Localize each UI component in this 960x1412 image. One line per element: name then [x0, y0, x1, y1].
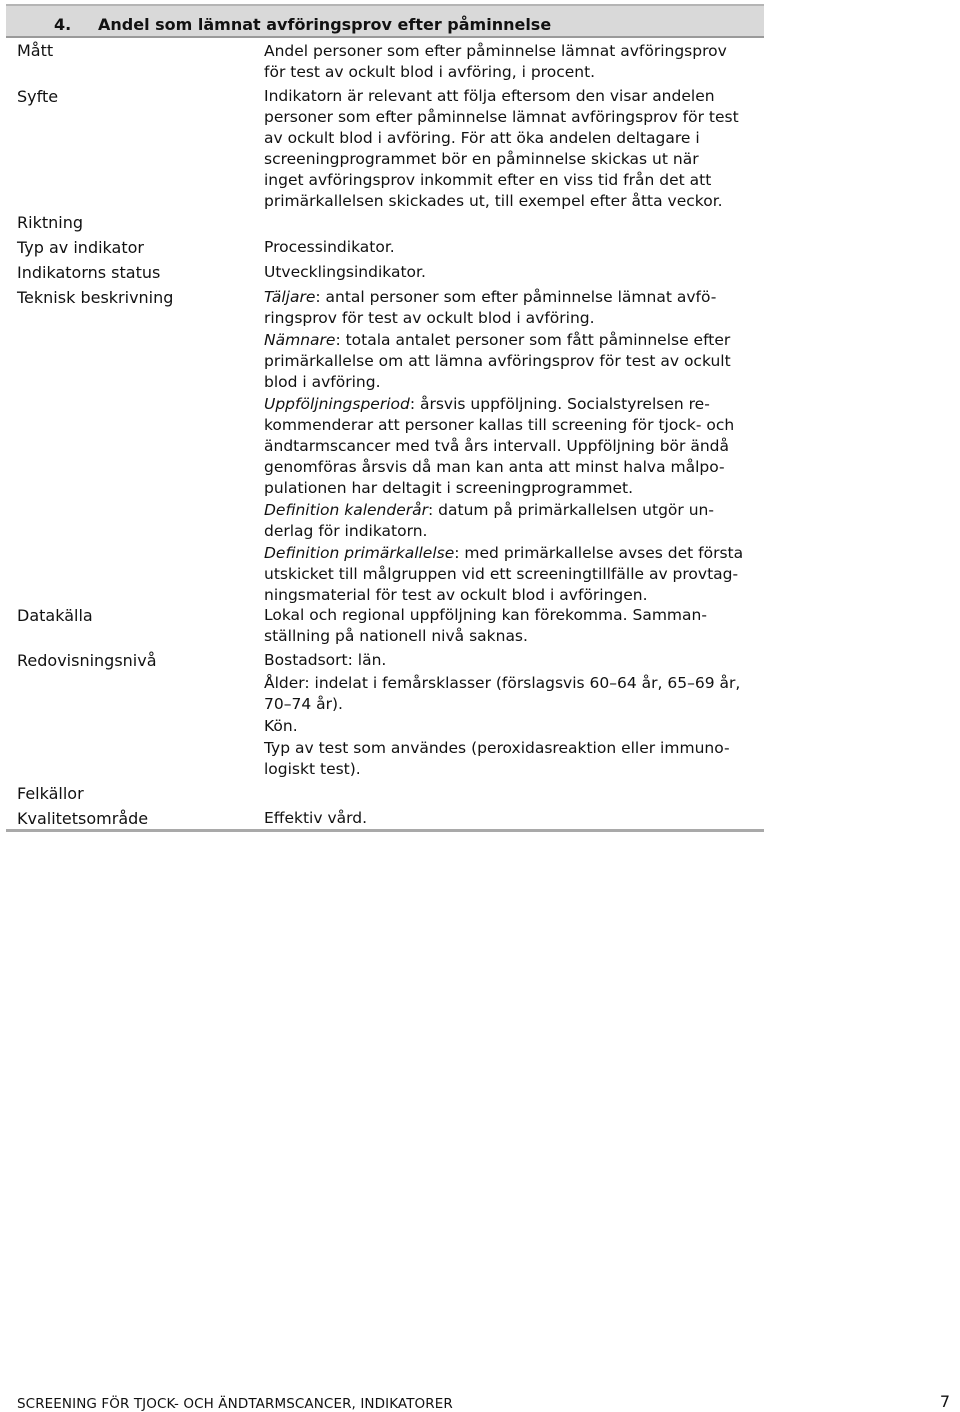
label-syfte: Syfte [17, 87, 59, 106]
label-indikatorns-status: Indikatorns status [17, 263, 161, 282]
primarkallelse-paragraph [264, 543, 759, 606]
footer-title: SCREENING FÖR TJOCK- OCH ÄNDTARMSCANCER, INDIKATORER [17, 1396, 453, 1412]
text-line: Andel personer som efter påminnelse lämnat avföringsprov [264, 42, 727, 60]
text-line: Lokal och regional uppföljning kan förekomma. Samman- [264, 606, 707, 624]
kon-text: Kön. [264, 717, 298, 735]
text-line: genomföras årsvis då man kan anta att minst halva målpo- [264, 458, 725, 476]
uppfoljning-paragraph [264, 394, 759, 499]
value-redovisningsniva [264, 650, 759, 780]
table-bottom-rule [6, 829, 764, 832]
namnare-term: Nämnare [264, 331, 336, 349]
text-line: : årsvis uppföljning. Socialstyrelsen re- [409, 395, 710, 413]
page-number: 7 [939, 1392, 950, 1411]
text-line: Ålder: indelat i femårsklasser (förslagsvis 60–64 år, 65–69 år, [264, 674, 741, 692]
kalenderar-term: Definition kalenderår [264, 501, 428, 519]
text-line: inget avföringsprov inkommit efter en viss tid från det att [264, 171, 712, 189]
taljare-paragraph [264, 287, 759, 329]
section-title: Andel som lämnat avföringsprov efter påminnelse [98, 15, 552, 34]
text-line: personer som efter påminnelse lämnat avföringsprov för test [264, 108, 739, 126]
text-line: primärkallelse om att lämna avföringsprov för test av ockult [264, 352, 731, 370]
text-line: ändtarmscancer med två års intervall. Uppföljning bör ändå [264, 437, 729, 455]
text-line: ningsmaterial för test av ockult blod i avföringen. [264, 586, 648, 604]
value-indikatorns-status: Utvecklingsindikator. [264, 263, 426, 281]
text-line: screeningprogrammet bör en påminnelse skickas ut när [264, 150, 699, 168]
value-matt [264, 41, 759, 83]
text-line: : totala antalet personer som fått påminnelse efter [335, 331, 731, 349]
text-line: av ockult blod i avföring. För att öka andelen deltagare i [264, 129, 700, 147]
value-teknisk-beskrivning [264, 287, 759, 606]
value-syfte [264, 86, 759, 212]
label-riktning: Riktning [17, 213, 83, 232]
label-datakalla: Datakälla [17, 606, 93, 625]
uppfoljning-term: Uppföljningsperiod [264, 395, 410, 413]
value-kvalitetsomrade: Effektiv vård. [264, 809, 368, 827]
text-line: : datum på primärkallelsen utgör un- [428, 501, 714, 519]
bostadsort-text: Bostadsort: län. [264, 651, 387, 669]
text-line: : antal personer som efter påminnelse lämnat avfö- [315, 288, 717, 306]
section-header [6, 4, 764, 38]
label-teknisk-beskrivning: Teknisk beskrivning [17, 288, 174, 307]
text-line: derlag för indikatorn. [264, 522, 428, 540]
label-redovisningsniva: Redovisningsnivå [17, 651, 157, 670]
text-line: 70–74 år). [264, 695, 343, 713]
label-typ-av-indikator: Typ av indikator [17, 238, 144, 257]
text-line: pulationen har deltagit i screeningprogrammet. [264, 479, 634, 497]
text-line: utskicket till målgruppen vid ett screeningtillfälle av provtag- [264, 565, 739, 583]
namnare-paragraph [264, 330, 759, 393]
text-line: Typ av test som användes (peroxidasreaktion eller immuno- [264, 739, 730, 757]
text-line: kommenderar att personer kallas till screening för tjock- och [264, 416, 735, 434]
text-line: ställning på nationell nivå saknas. [264, 627, 528, 645]
text-line: för test av ockult blod i avföring, i procent. [264, 63, 596, 81]
text-line: ringsprov för test av ockult blod i avföring. [264, 309, 595, 327]
text-line: Indikatorn är relevant att följa eftersom den visar andelen [264, 87, 715, 105]
section-number: 4. [54, 15, 72, 34]
primarkallelse-term: Definition primärkallelse [264, 544, 455, 562]
label-felkallor: Felkällor [17, 784, 84, 803]
label-matt: Mått [17, 41, 54, 60]
value-datakalla [264, 605, 759, 647]
kalenderar-paragraph [264, 500, 759, 542]
taljare-term: Täljare [264, 288, 316, 306]
label-kvalitetsomrade: Kvalitetsområde [17, 809, 149, 828]
text-line: primärkallelsen skickades ut, till exempel efter åtta veckor. [264, 192, 723, 210]
text-line: logiskt test). [264, 760, 361, 778]
text-line: : med primärkallelse avses det första [454, 544, 744, 562]
text-line: blod i avföring. [264, 373, 381, 391]
value-typ-av-indikator: Processindikator. [264, 238, 395, 256]
